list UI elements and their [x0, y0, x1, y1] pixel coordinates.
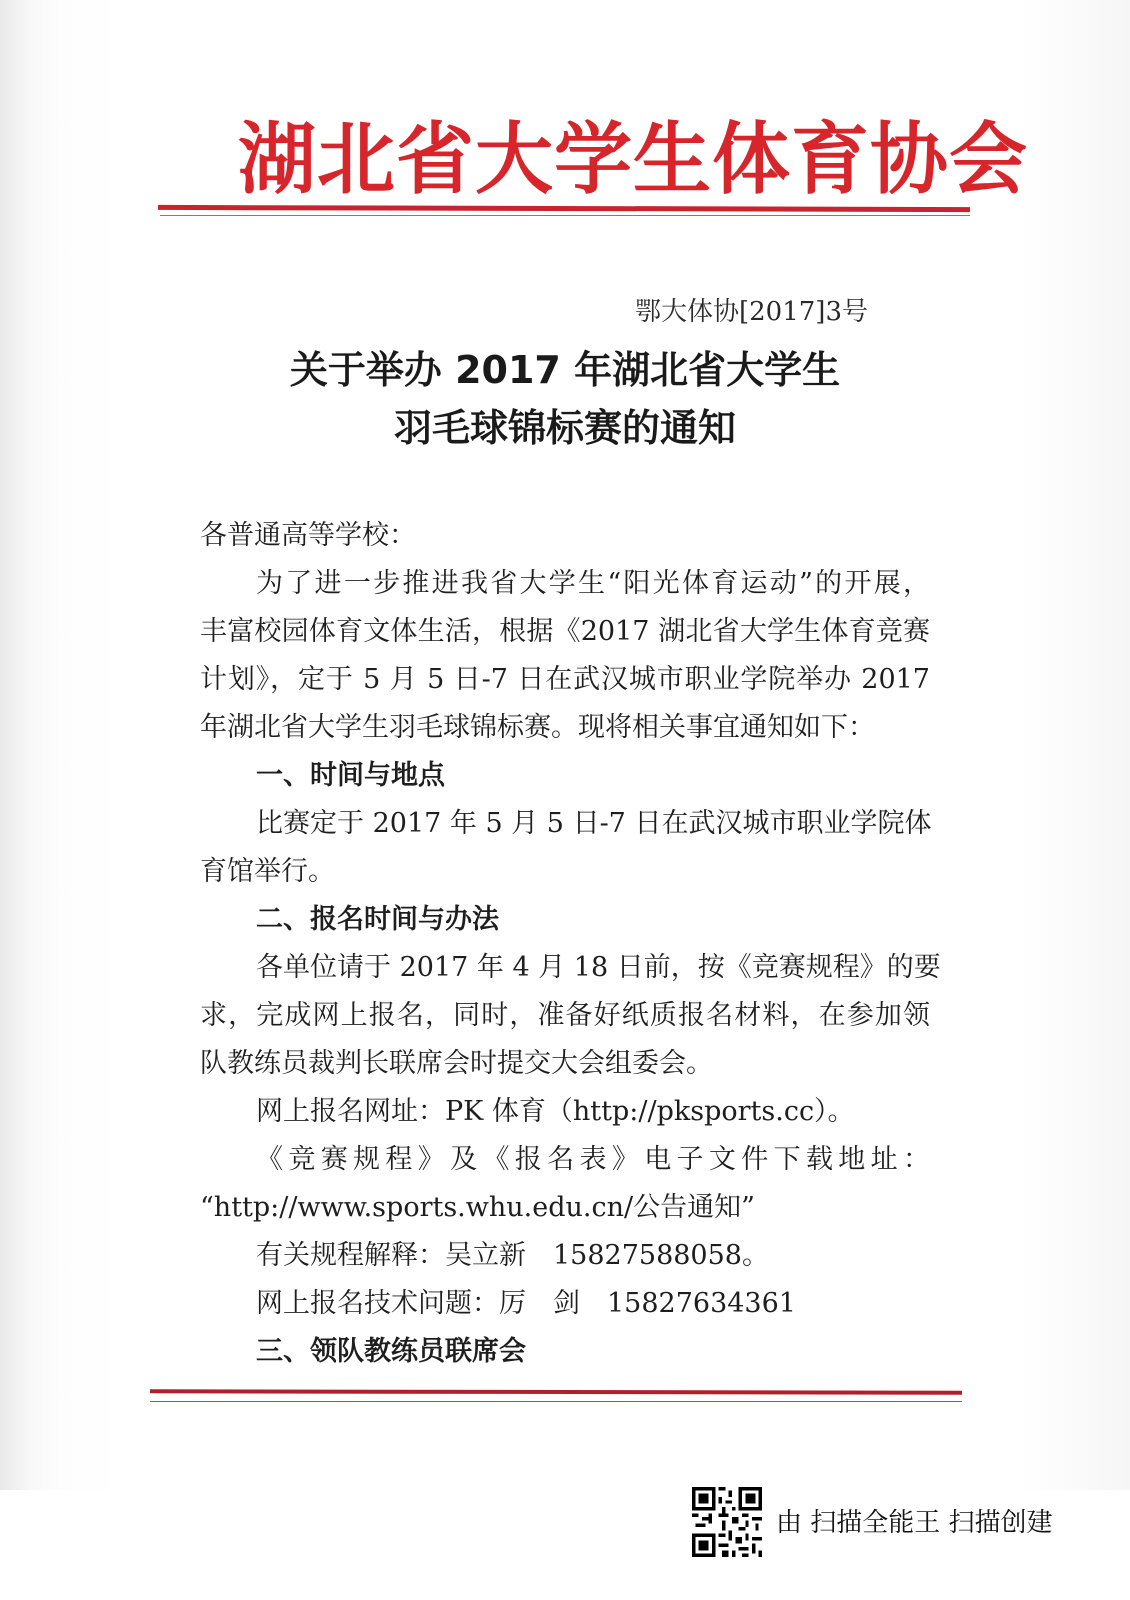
qr-code-icon: [692, 1487, 762, 1557]
document-body: [200, 512, 941, 1376]
watermark-text: 由 扫描全能王 扫描创建: [776, 1508, 1053, 1538]
scanner-watermark: [692, 1487, 1092, 1559]
tech-contact-line: 网上报名技术问题：厉 剑 15827634361: [256, 1288, 796, 1319]
download-url-line: “http://www.sports.whu.edu.cn/公告通知”: [200, 1192, 755, 1223]
footer-red-rule: [150, 1389, 962, 1394]
body-line: 为了进一步推进我省大学生“阳光体育运动”的开展，: [256, 568, 930, 599]
document-number: 鄂大体协[2017]3号: [635, 297, 868, 327]
body-line: 计划》，定于 5 月 5 日-7 日在武汉城市职业学院举办 2017: [200, 664, 930, 695]
body-line: 各单位请于 2017 年 4 月 18 日前，按《竞赛规程》的要: [256, 952, 941, 983]
salutation: 各普通高等学校：: [200, 520, 416, 551]
section-heading-time-location: 一、时间与地点: [256, 760, 445, 791]
body-line: 求，完成网上报名，同时，准备好纸质报名材料，在参加领: [200, 1000, 930, 1031]
document-title-line-1: 关于举办 2017 年湖北省大学生: [289, 348, 841, 392]
body-line: 队教练员裁判长联席会时提交大会组委会。: [200, 1048, 713, 1079]
body-line: 丰富校园体育文体生活，根据《2017 湖北省大学生体育竞赛: [200, 616, 930, 647]
registration-url-line: 网上报名网址：PK 体育（http://pksports.cc）。: [256, 1096, 855, 1127]
body-line: 比赛定于 2017 年 5 月 5 日-7 日在武汉城市职业学院体: [256, 808, 932, 839]
download-address-line: 《竞赛规程》及《报名表》电子文件下载地址：: [256, 1144, 930, 1175]
rules-contact-line: 有关规程解释：吴立新 15827588058。: [256, 1240, 769, 1271]
section-heading-registration: 二、报名时间与办法: [256, 904, 499, 935]
body-line: 育馆举行。: [200, 856, 335, 887]
letterhead-title: 湖北省大学生体育协会: [238, 114, 1029, 205]
document-title-line-2: 羽毛球锦标赛的通知: [393, 406, 736, 450]
letterhead-red-thin-rule: [160, 215, 970, 216]
footer-red-thin-rule: [150, 1401, 962, 1402]
letterhead-red-rule: [158, 205, 970, 212]
body-line: 年湖北省大学生羽毛球锦标赛。现将相关事宜通知如下：: [200, 712, 875, 743]
section-heading-meeting: 三、领队教练员联席会: [256, 1336, 526, 1367]
